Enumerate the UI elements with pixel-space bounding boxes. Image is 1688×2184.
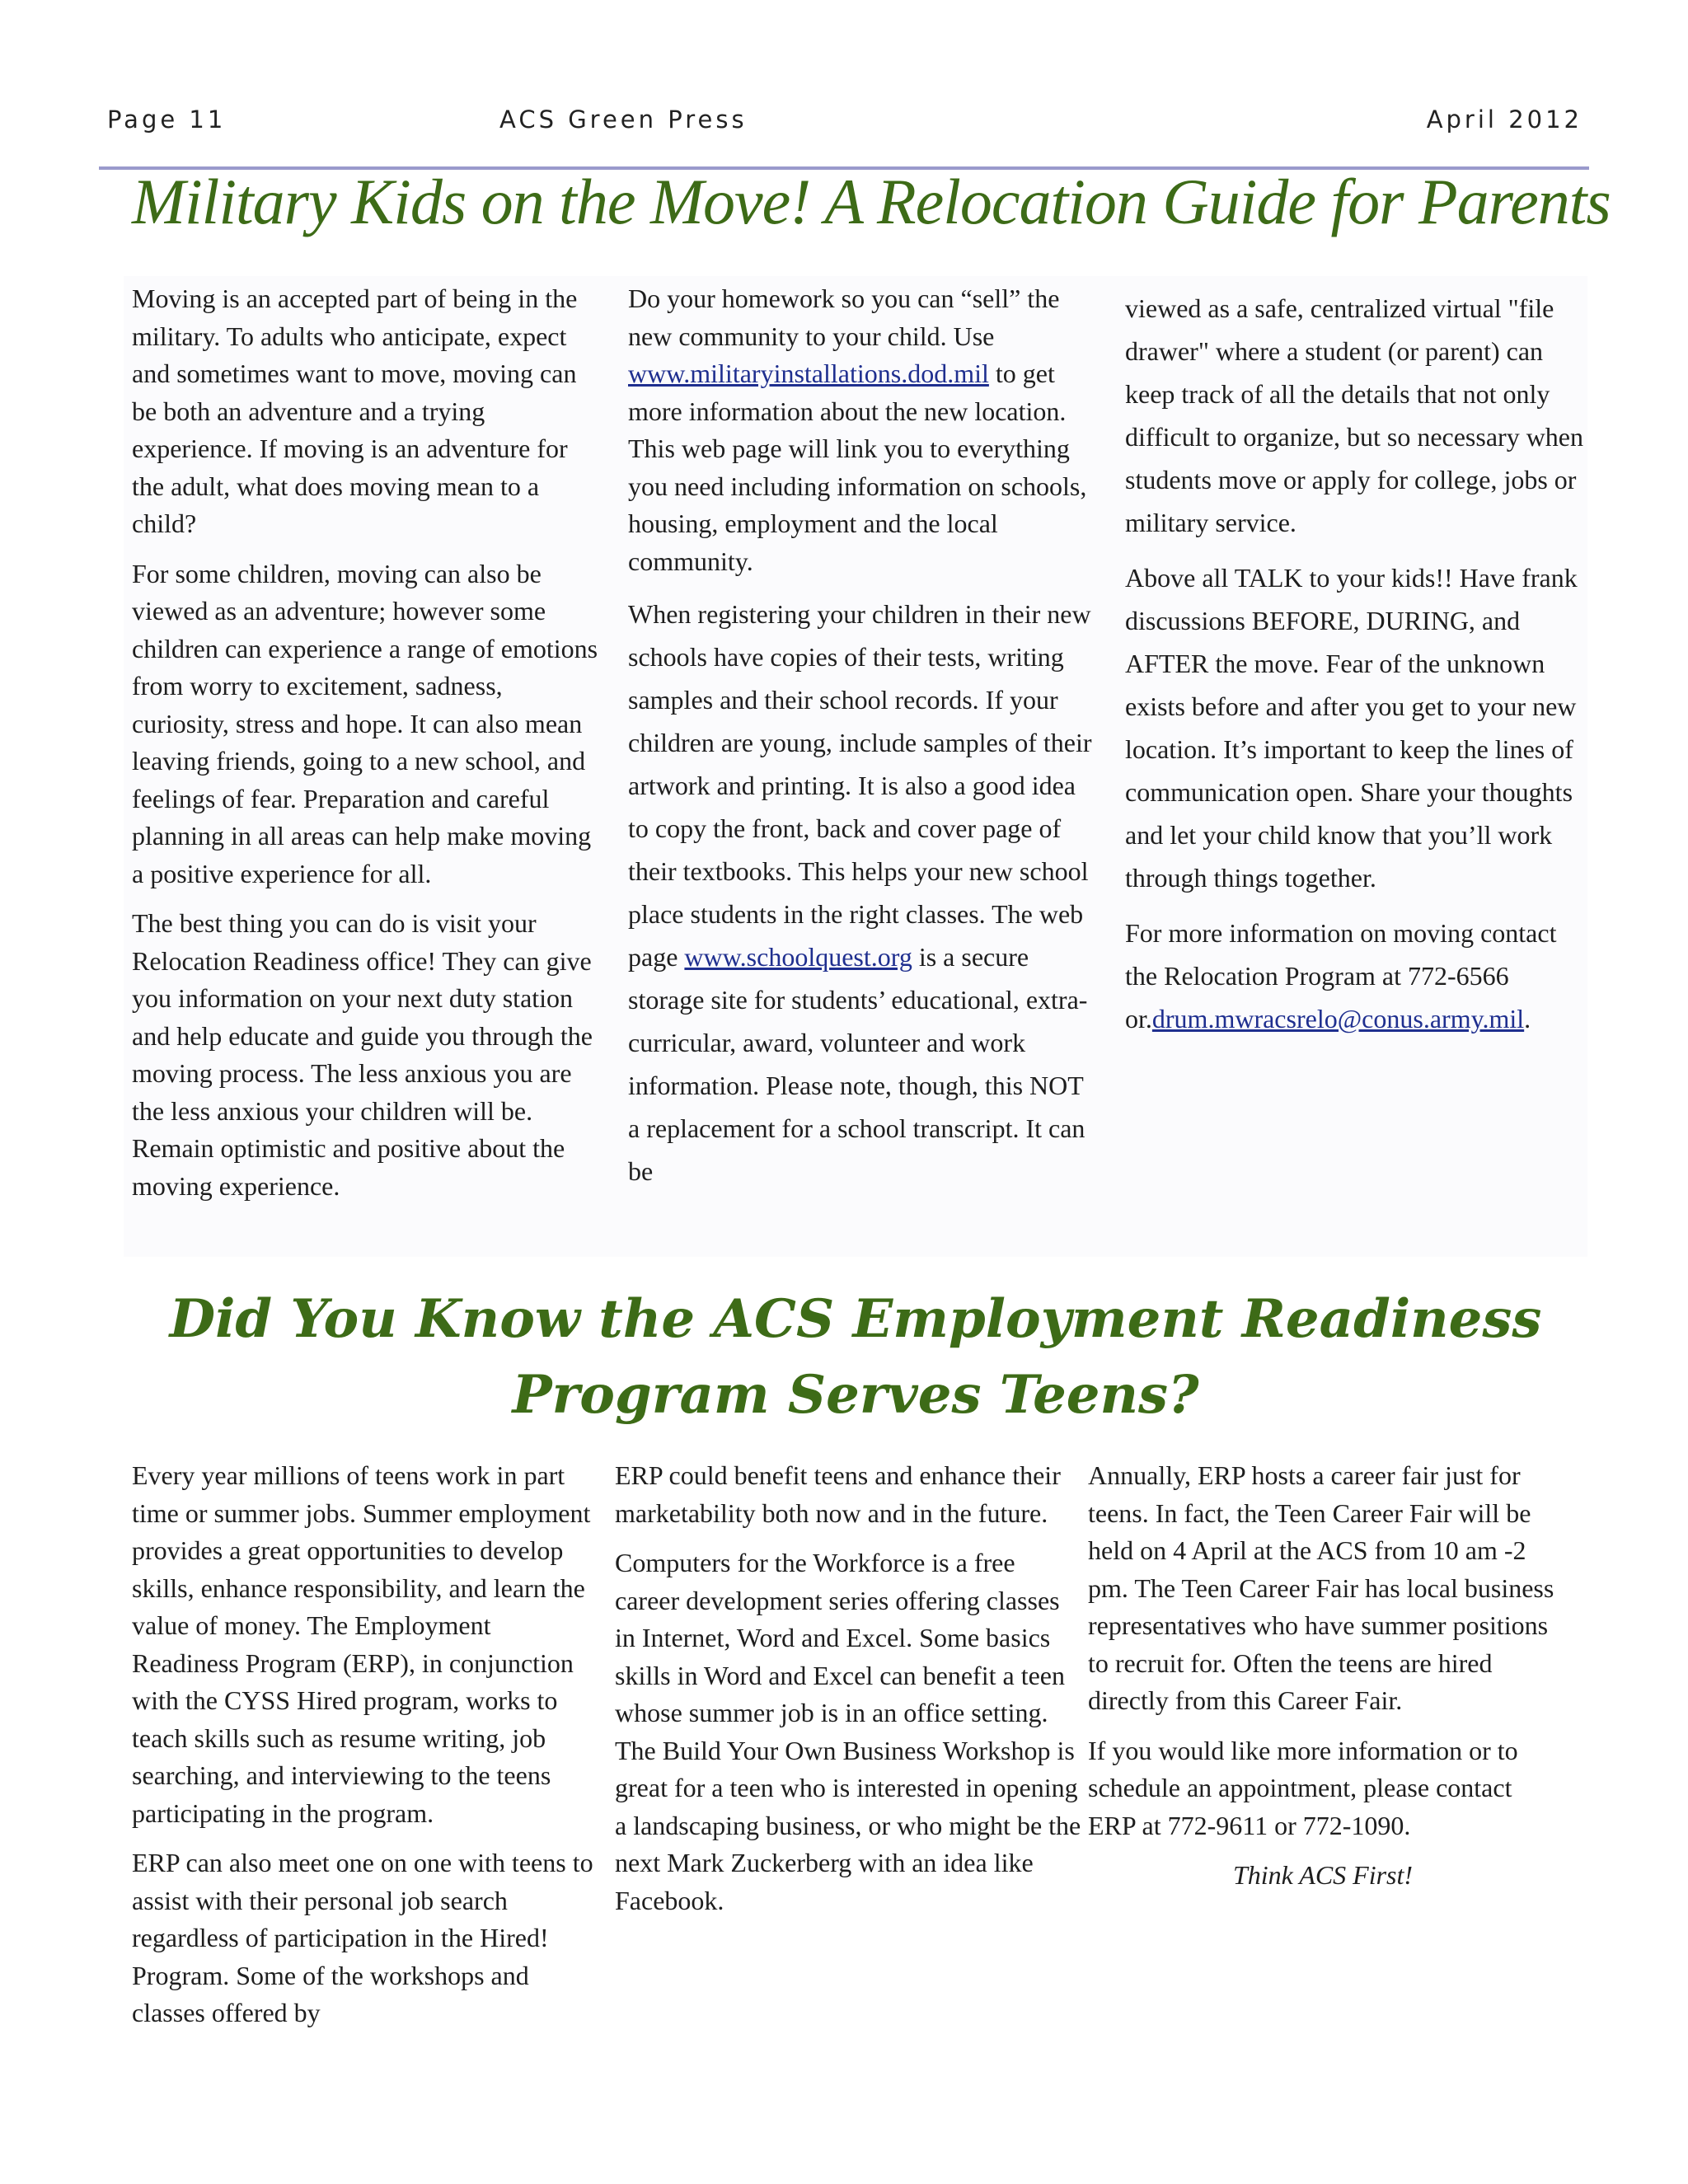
article1-column-1	[132, 280, 606, 1217]
issue-date: April 2012	[1426, 105, 1582, 134]
paragraph	[628, 280, 1098, 580]
paragraph: For some children, moving can also be viewed as an adventure; however some children can experience a range of emotions from worry to excitement, sadness, curiosity, stress and hope. It can also mean leaving friends, going to a new school, and feelings of fear. Preparation and careful planning in all areas can help make moving a positive experience for all.	[132, 558, 598, 888]
article2-title-line-2: Program Serves Teens?	[512, 1364, 1199, 1426]
article2-title-line-1: Did You Know the ACS Employment Readiness	[169, 1288, 1542, 1350]
tagline: Think ACS First!	[1232, 1860, 1414, 1890]
article2-title	[124, 1282, 1587, 1433]
text-segment: to get more information about the new location. This web page will link you to everything you need including information on schools, housing, employment and the local community.	[628, 359, 1087, 576]
military-installations-link[interactable]: www.militaryinstallations.dod.mil	[628, 359, 989, 388]
text-segment: For more information on moving contact the Relocation Program at 772-6566 or.	[1125, 918, 1557, 1033]
paragraph: The best thing you can do is visit your Relocation Readiness office! They can give you information on your next duty station and help educate and guide you through the moving process. The less anxious you are the less anxious your children will be. Remain optimistic and positive about the moving experience.	[132, 908, 593, 1201]
article2-column-2	[615, 1457, 1085, 1932]
text-segment: When registering your children in their new schools have copies of their tests, writing samples and their school records. If your children are young, include samples of their artwork and printing. It is also a good idea to copy the front, back and cover page of their textbooks. This helps your new school place students in the right classes. The web page	[628, 599, 1092, 972]
schoolquest-link[interactable]: www.schoolquest.org	[684, 942, 912, 972]
paragraph: Above all TALK to your kids!! Have frank discussions BEFORE, DURING, and AFTER the move. Fear of the unknown exists before and after you get to your new location. It’s important to keep the lines of communication open. Share your thoughts and let your child know that you’ll work through things together.	[1125, 563, 1578, 893]
paragraph: Every year millions of teens work in part time or summer jobs. Summer employment provides a great opportunities to develop skills, enhance responsibility, and learn the value of money. The Employment Readiness Program (ERP), in conjunction with the CYSS Hired program, works to teach skills such as resume writing, job searching, and interviewing to the teens participating in the program.	[132, 1460, 591, 1828]
article1-column-3	[1125, 287, 1587, 1052]
relocation-email-link[interactable]: drum.mwracsrelo@conus.army.mil	[1151, 1004, 1525, 1033]
paragraph: Moving is an accepted part of being in the military. To adults who anticipate, expect and sometimes want to move, moving can be both an adventure and a trying experience. If moving is an adventure for the adult, what does moving mean to a child?	[132, 284, 578, 538]
article1-title: Military Kids on the Move! A Relocation Guide for Parents	[132, 166, 1611, 237]
paragraph: viewed as a safe, centralized virtual "file drawer" where a student (or parent) can keep track of all the details that not only difficult to organize, but so necessary when students move or apply for college, jobs or military service.	[1125, 293, 1583, 537]
paragraph: If you would like more information or to schedule an appointment, please contact ERP at 772-9611 or 772-1090.	[1088, 1735, 1518, 1840]
paragraph: Annually, ERP hosts a career fair just for teens. In fact, the Teen Career Fair will be held on 4 April at the ACS from 10 am -2 pm. The Teen Career Fair has local business representatives who have summer positions to recruit for. Often the teens are hired directly from this Career Fair.	[1088, 1460, 1554, 1715]
article2-column-3	[1088, 1457, 1558, 1907]
paragraph: ERP can also meet one on one with teens to assist with their personal job search regardless of participation in the Hired! Program. Some of the workshops and classes offered by	[132, 1848, 593, 2027]
page-header	[107, 105, 1582, 138]
paragraph	[1125, 912, 1587, 1040]
text-segment: is a secure storage site for students’ educational, extra-curricular, award, volunteer and work information. Please note, though, this NOT a replacement for a school transcript. It can be	[628, 942, 1088, 1186]
text-segment: .	[1524, 1004, 1531, 1033]
paragraph	[628, 593, 1098, 1193]
page-number: Page 11	[107, 105, 227, 134]
paragraph: Computers for the Workforce is a free career development series offering classes in Internet, Word and Excel. Some basics skills in Word and Excel can benefit a teen whose summer job is in an office setting. The Build Your Own Business Workshop is great for a teen who is interested in opening a landscaping business, or who might be the next Mark Zuckerberg with an idea like Facebook.	[615, 1548, 1081, 1915]
article2-column-1	[132, 1457, 602, 2045]
paragraph: ERP could benefit teens and enhance their marketability both now and in the future.	[615, 1460, 1061, 1528]
publication-name: ACS Green Press	[499, 105, 748, 134]
text-segment: Do your homework so you can “sell” the new community to your child. Use	[628, 284, 1060, 351]
article1-column-2	[628, 280, 1098, 1205]
